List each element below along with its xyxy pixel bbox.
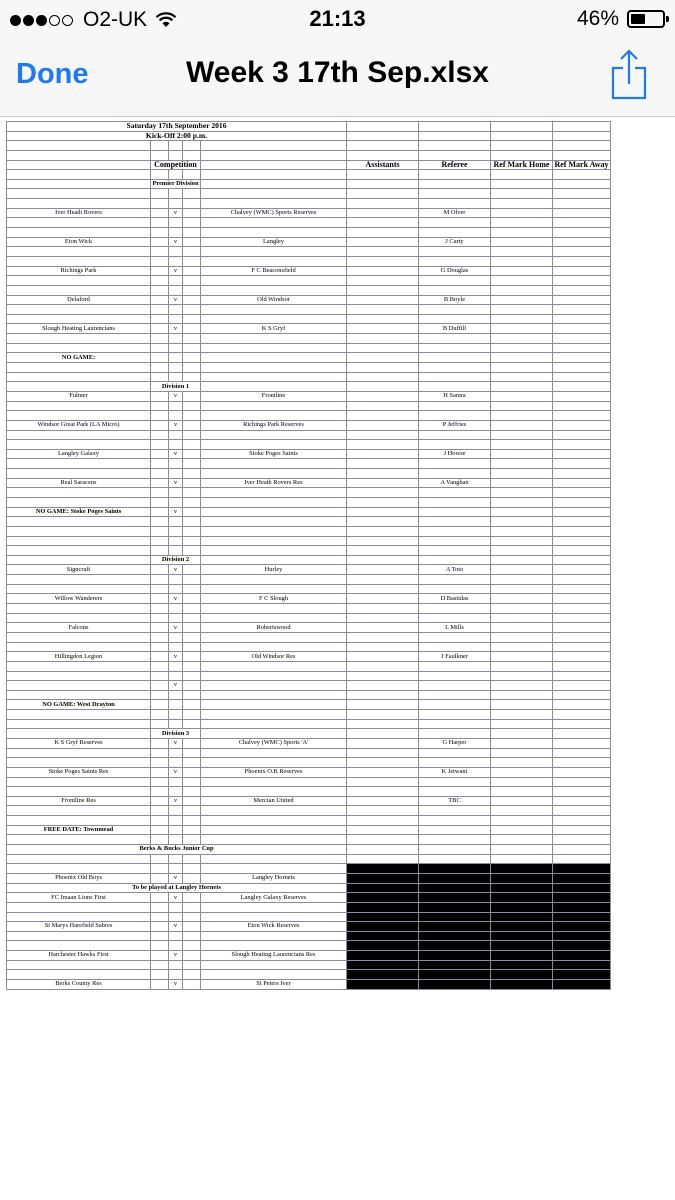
table-row xyxy=(7,228,611,238)
clock: 21:13 xyxy=(309,6,366,31)
away-team: Langley Galaxy Reserves xyxy=(201,893,347,903)
table-row xyxy=(7,960,611,970)
section-label: Division 1 xyxy=(151,382,201,392)
table-row xyxy=(7,199,611,209)
table-row xyxy=(7,141,611,151)
table-row xyxy=(7,816,611,826)
table-row xyxy=(7,440,611,450)
table-row xyxy=(7,256,611,266)
table-row xyxy=(7,488,611,498)
versus: v xyxy=(169,324,183,334)
referee: J Faulkner xyxy=(419,652,491,662)
referee: D Bastidas xyxy=(419,594,491,604)
table-row xyxy=(7,469,611,479)
away-team: Old Windsor Res xyxy=(201,652,347,662)
section-label: Division 3 xyxy=(151,729,201,739)
battery-percent: 46% xyxy=(576,7,619,30)
table-row xyxy=(7,363,611,373)
away-team: Frontline xyxy=(201,391,347,401)
fixture-row xyxy=(7,295,611,305)
fixture-row xyxy=(7,873,611,883)
table-row xyxy=(7,632,611,642)
table-row xyxy=(7,372,611,382)
table-row xyxy=(7,276,611,286)
fixture-row xyxy=(7,391,611,401)
versus: v xyxy=(169,922,183,932)
fixture-row xyxy=(7,767,611,777)
table-row xyxy=(7,218,611,228)
table-row xyxy=(7,170,611,180)
away-team: Chalvey (WMC) Sports Reserves xyxy=(201,208,347,218)
versus: v xyxy=(169,565,183,575)
fixture-row xyxy=(7,237,611,247)
home-team: K S Gryf Reserves xyxy=(7,739,151,749)
free-date-note: FREE DATE: Townmead xyxy=(7,825,151,835)
home-team: Hillingdon Legion xyxy=(7,652,151,662)
header-referee: Referee xyxy=(419,160,491,170)
table-row xyxy=(7,247,611,257)
home-team: Falcons xyxy=(7,623,151,633)
away-team: Old Windsor xyxy=(201,295,347,305)
versus: v xyxy=(169,623,183,633)
home-team: Eton Wick xyxy=(7,237,151,247)
fixture-row xyxy=(7,449,611,459)
table-row xyxy=(7,941,611,951)
versus: v xyxy=(169,208,183,218)
fixture-row xyxy=(7,208,611,218)
table-row xyxy=(7,401,611,411)
home-team: Signcraft xyxy=(7,565,151,575)
referee: H Samra xyxy=(419,391,491,401)
carrier-name: O2-UK xyxy=(83,8,148,31)
table-row xyxy=(7,334,611,344)
table-row xyxy=(7,430,611,440)
sheet-title: Saturday 17th September 2016 xyxy=(7,122,347,132)
away-team: Robertswood xyxy=(201,623,347,633)
away-team: Slough Heating Laurencians Res xyxy=(201,951,347,961)
table-row xyxy=(7,642,611,652)
table-row xyxy=(7,285,611,295)
section-row xyxy=(7,555,611,565)
fixture-row xyxy=(7,623,611,633)
away-team: Mercian United xyxy=(201,796,347,806)
section-label: Berks & Bucks Junior Cup xyxy=(7,845,347,855)
navigation-bar xyxy=(0,38,675,117)
header-mark-home: Ref Mark Home xyxy=(491,160,553,170)
done-button[interactable]: Done xyxy=(16,58,89,90)
versus: v xyxy=(169,980,183,990)
header-row xyxy=(7,160,611,170)
home-team: Delaford xyxy=(7,295,151,305)
home-team: Stoke Poges Saints Res xyxy=(7,767,151,777)
section-label: Division 2 xyxy=(151,555,201,565)
table-row xyxy=(7,613,611,623)
table-row xyxy=(7,748,611,758)
versus: v xyxy=(169,507,183,517)
home-team: Berks County Res xyxy=(7,980,151,990)
section-row xyxy=(7,729,611,739)
referee: B Boyle xyxy=(419,295,491,305)
header-mark-away: Ref Mark Away xyxy=(554,159,609,169)
header-assistants: Assistants xyxy=(347,160,419,170)
away-team: Hurley xyxy=(201,565,347,575)
versus: v xyxy=(169,681,183,691)
away-team: F C Slough xyxy=(201,594,347,604)
table-row xyxy=(7,305,611,315)
home-team: Fulmer xyxy=(7,391,151,401)
table-row xyxy=(7,902,611,912)
section-row xyxy=(7,845,611,855)
spreadsheet-view[interactable] xyxy=(6,121,611,990)
away-team: Iver Heath Rovers Res xyxy=(201,478,347,488)
versus: v xyxy=(169,951,183,961)
versus: v xyxy=(169,594,183,604)
fixture-row xyxy=(7,478,611,488)
referee: M Olver xyxy=(419,208,491,218)
away-team: Langley xyxy=(201,237,347,247)
note-row xyxy=(7,700,611,710)
document-title: Week 3 17th Sep.xlsx xyxy=(186,56,489,89)
versus: v xyxy=(169,796,183,806)
table-row xyxy=(7,497,611,507)
fixture-row xyxy=(7,565,611,575)
away-team: Eton Wick Reserves xyxy=(201,922,347,932)
section-label: Premier Division xyxy=(152,180,199,188)
referee: TBC xyxy=(419,796,491,806)
table-row xyxy=(7,777,611,787)
versus: v xyxy=(169,266,183,276)
section-row xyxy=(7,179,611,189)
table-row xyxy=(7,546,611,556)
table-row xyxy=(7,787,611,797)
share-icon[interactable] xyxy=(611,48,647,100)
note-row xyxy=(7,353,611,363)
table-row xyxy=(7,131,611,141)
table-row xyxy=(7,189,611,199)
no-game-note: NO GAME: xyxy=(7,353,151,363)
referee: B Duffill xyxy=(419,324,491,334)
versus: v xyxy=(169,652,183,662)
table-row xyxy=(7,671,611,681)
home-team: Langley Galaxy xyxy=(7,449,151,459)
fixture-row xyxy=(7,266,611,276)
home-team: Harchester Hawks First xyxy=(7,951,151,961)
referee: P Jeffries xyxy=(419,420,491,430)
versus: v xyxy=(169,893,183,903)
versus: v xyxy=(169,420,183,430)
table-row xyxy=(7,459,611,469)
fixture-row xyxy=(7,796,611,806)
table-row xyxy=(7,584,611,594)
table-row xyxy=(7,690,611,700)
note-row xyxy=(7,507,611,517)
table-row xyxy=(7,912,611,922)
table-row xyxy=(7,864,611,874)
fixture-row xyxy=(7,980,611,990)
referee: K Jetwani xyxy=(419,767,491,777)
fixture-row xyxy=(7,594,611,604)
table-row xyxy=(7,854,611,864)
versus: v xyxy=(169,295,183,305)
referee: J Carty xyxy=(419,237,491,247)
referee: A Vaughan xyxy=(419,478,491,488)
versus: v xyxy=(169,767,183,777)
versus: v xyxy=(169,449,183,459)
versus: v xyxy=(169,478,183,488)
referee: A Toto xyxy=(419,565,491,575)
note-row xyxy=(7,883,611,893)
note-row xyxy=(7,825,611,835)
home-team: St Marys Harefield Sabres xyxy=(7,922,151,932)
table-row xyxy=(7,517,611,527)
table-row xyxy=(7,719,611,729)
table-row xyxy=(7,931,611,941)
battery-status xyxy=(577,7,665,31)
home-team: Richings Park xyxy=(7,266,151,276)
home-team: Slough Heating Laurencians xyxy=(7,324,151,334)
away-team: Chalvey (WMC) Sports 'A' xyxy=(201,739,347,749)
table-row xyxy=(7,314,611,324)
away-team: Richings Park Reserves xyxy=(201,420,347,430)
away-team: K S Gryf xyxy=(201,324,347,334)
table-row xyxy=(7,575,611,585)
versus: v xyxy=(169,739,183,749)
away-team: F C Beaconsfield xyxy=(201,266,347,276)
table-row xyxy=(7,343,611,353)
home-team: Iver Heath Rovers xyxy=(7,208,151,218)
table-row xyxy=(7,604,611,614)
table-row xyxy=(7,150,611,160)
away-team: Stoke Poges Saints xyxy=(201,449,347,459)
table-row xyxy=(7,536,611,546)
table-row xyxy=(7,526,611,536)
table-row xyxy=(7,681,611,691)
away-team: Phoenix O.B Reserves xyxy=(201,767,347,777)
table-row xyxy=(7,806,611,816)
away-team: St Peters Iver xyxy=(201,980,347,990)
home-team: Windsor Great Park (LA Micro) xyxy=(7,420,151,430)
home-team: Frontline Res xyxy=(7,796,151,806)
versus: v xyxy=(169,873,183,883)
referee: G Harper xyxy=(419,739,491,749)
home-team: Real Saracens xyxy=(7,478,151,488)
fixture-row xyxy=(7,652,611,662)
fixture-row xyxy=(7,951,611,961)
table-row xyxy=(7,122,611,132)
fixture-row xyxy=(7,324,611,334)
home-team: FC Imaan Lions First xyxy=(7,893,151,903)
table-row xyxy=(7,970,611,980)
table-row xyxy=(7,758,611,768)
status-bar xyxy=(0,0,675,38)
section-row xyxy=(7,382,611,392)
versus: v xyxy=(169,237,183,247)
table-row xyxy=(7,835,611,845)
referee: J Howse xyxy=(419,449,491,459)
kickoff-time: Kick-Off 2:00 p.m. xyxy=(7,131,347,141)
away-team: Langley Hornets xyxy=(201,873,347,883)
fixture-row xyxy=(7,420,611,430)
venue-note: To be played at Langley Hornets xyxy=(7,883,347,893)
no-game-note: NO GAME: West Drayton xyxy=(7,700,151,710)
header-competition: Competition xyxy=(151,160,201,170)
referee: L Mills xyxy=(419,623,491,633)
fixture-row xyxy=(7,893,611,903)
battery-icon xyxy=(627,10,665,28)
fixture-row xyxy=(7,739,611,749)
home-team: Phoenix Old Boys xyxy=(7,873,151,883)
table-row xyxy=(7,710,611,720)
no-game-note: NO GAME: Stoke Poges Saints xyxy=(7,507,151,517)
table-row xyxy=(7,411,611,421)
referee: G Douglas xyxy=(419,266,491,276)
fixtures-sheet xyxy=(6,121,611,990)
home-team: Willow Wanderers xyxy=(7,594,151,604)
table-row xyxy=(7,661,611,671)
fixture-row xyxy=(7,922,611,932)
versus: v xyxy=(169,391,183,401)
